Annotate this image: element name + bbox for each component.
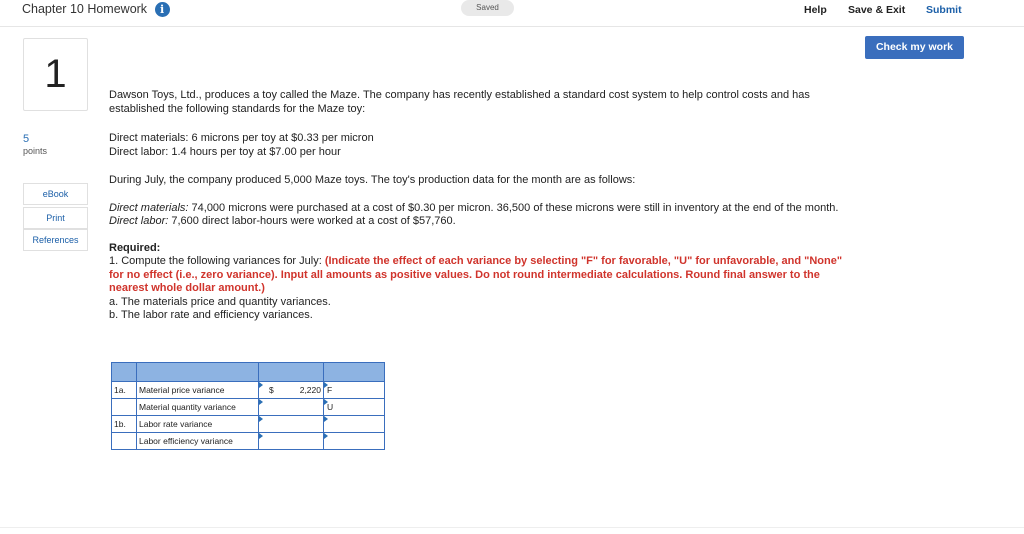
standard-labor: Direct labor: 1.4 hours per toy at $7.00 per hour	[109, 145, 341, 158]
input-marker-icon	[259, 433, 263, 439]
variance-table	[111, 362, 385, 450]
effect-select[interactable]	[324, 399, 385, 416]
question-content	[109, 89, 844, 323]
saved-badge: Saved	[461, 0, 514, 16]
info-icon[interactable]: i	[155, 2, 170, 17]
production-paragraph: During July, the company produced 5,000 Maze toys. The toy's production data for the month are as follows:	[109, 174, 636, 186]
part-cell	[112, 433, 137, 450]
amount-input[interactable]	[259, 399, 324, 416]
variance-label: Material price variance	[137, 382, 259, 399]
help-link[interactable]: Help	[804, 4, 827, 16]
table-row	[112, 433, 385, 450]
header-cell	[112, 363, 137, 382]
variance-label: Labor rate variance	[137, 416, 259, 433]
effect-select[interactable]	[324, 433, 385, 450]
effect-select[interactable]	[324, 416, 385, 433]
input-marker-icon	[259, 382, 263, 388]
effect-select[interactable]	[324, 382, 385, 399]
part-cell: 1b.	[112, 416, 137, 433]
effect-value: F	[327, 385, 333, 395]
requirement-instructions: (Indicate the effect of each variance by selecting "F" for favorable, "U" for unfavorable, and "None" for no effect (i.e., zero variance). Input all amounts as positive values. Do not round intermediate calculations. Round final answer to the nearest whole dollar amount.)	[109, 255, 843, 294]
input-marker-icon	[259, 416, 263, 422]
amount-input[interactable]	[259, 382, 324, 399]
points-value: 5	[23, 133, 30, 145]
intro-paragraph: Dawson Toys, Ltd., produces a toy called the Maze. The company has recently established a standard cost system to help control costs and has established the following standards for the Maze toy:	[109, 89, 810, 115]
assignment-title	[22, 2, 170, 17]
effect-value: U	[327, 402, 334, 412]
dropdown-marker-icon	[324, 433, 328, 439]
standard-materials: Direct materials: 6 microns per toy at $0.33 per micron	[109, 132, 374, 144]
labor-data	[109, 215, 844, 229]
part-cell	[112, 399, 137, 416]
currency-symbol: $	[269, 385, 274, 395]
print-button[interactable]: Print	[23, 207, 88, 229]
requirement-a: a. The materials price and quantity variances.	[109, 295, 331, 308]
materials-data-text: 74,000 microns were purchased at a cost of $0.30 per micron. 36,500 of these microns were still in inventory at the end of the month.	[188, 201, 839, 214]
dropdown-marker-icon	[324, 382, 328, 388]
assignment-title-text: Chapter 10 Homework	[22, 2, 148, 16]
question-number: 1	[23, 38, 88, 111]
ebook-button[interactable]: eBook	[23, 183, 88, 205]
requirement-1	[109, 255, 844, 296]
input-marker-icon	[259, 399, 263, 405]
required-heading: Required:	[109, 241, 161, 254]
variance-label: Material quantity variance	[137, 399, 259, 416]
amount-value: 2,220	[299, 385, 321, 395]
labor-data-label: Direct labor:	[109, 215, 169, 227]
requirement-b: b. The labor rate and efficiency variances.	[109, 309, 313, 321]
dropdown-marker-icon	[324, 416, 328, 422]
points-label: points	[23, 146, 48, 156]
header-cell	[324, 363, 385, 382]
variance-label: Labor efficiency variance	[137, 433, 259, 450]
top-bar	[0, 0, 1024, 27]
amount-input[interactable]	[259, 433, 324, 450]
submit-link[interactable]: Submit	[926, 4, 962, 16]
part-cell: 1a.	[112, 382, 137, 399]
requirement-1-text: 1. Compute the following variances for July:	[109, 255, 325, 267]
check-my-work-button[interactable]: Check my work	[865, 36, 964, 59]
references-button[interactable]: References	[23, 229, 88, 251]
header-cell	[137, 363, 259, 382]
bottom-divider	[0, 527, 1024, 528]
materials-data	[109, 202, 844, 216]
dropdown-marker-icon	[324, 399, 328, 405]
amount-input[interactable]	[259, 416, 324, 433]
save-exit-link[interactable]: Save & Exit	[848, 4, 906, 16]
labor-data-text: 7,600 direct labor-hours were worked at a cost of $57,760.	[168, 215, 456, 227]
table-row	[112, 382, 385, 399]
materials-data-label: Direct materials:	[109, 201, 189, 214]
table-row	[112, 416, 385, 433]
header-cell	[259, 363, 324, 382]
table-row	[112, 399, 385, 416]
table-header-row	[112, 363, 385, 382]
